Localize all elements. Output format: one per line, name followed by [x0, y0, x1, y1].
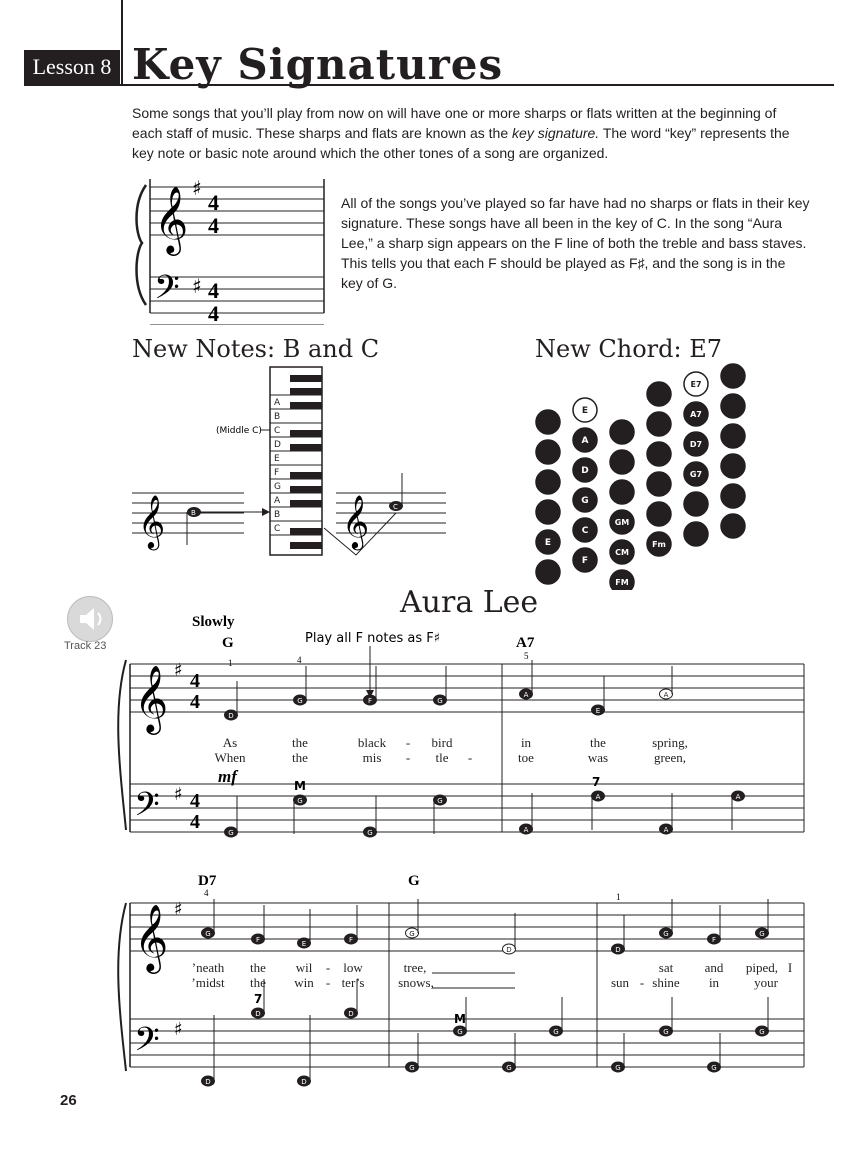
svg-text:mis: mis — [362, 750, 382, 765]
dynamic-marking: mf — [218, 767, 237, 786]
sharp-icon: ♯ — [192, 176, 202, 200]
new-chord-heading: New Chord: E7 — [535, 335, 722, 363]
accordion-button — [573, 518, 597, 542]
accordion-button — [536, 410, 560, 434]
svg-text:E: E — [595, 707, 601, 715]
svg-text:low: low — [343, 960, 363, 975]
svg-text:G: G — [367, 829, 373, 837]
note — [406, 899, 419, 938]
chord-symbol: G — [222, 635, 234, 651]
svg-text:E: E — [544, 538, 552, 548]
svg-text:G: G — [409, 930, 415, 938]
note — [294, 666, 307, 705]
svg-text:M: M — [454, 1012, 466, 1026]
accordion-button — [610, 510, 634, 534]
svg-text:win: win — [294, 975, 314, 990]
note — [756, 899, 769, 938]
lesson-badge — [24, 50, 120, 84]
svg-text:G: G — [437, 797, 443, 805]
accordion-button — [684, 402, 708, 426]
page-title: Key Signatures — [132, 40, 504, 89]
accordion-button — [721, 514, 745, 538]
svg-text:black: black — [357, 735, 387, 750]
bass-clef-icon: 𝄢 — [154, 269, 180, 314]
svg-text:𝄞: 𝄞 — [342, 496, 370, 547]
svg-text:G: G — [437, 697, 443, 705]
lesson-label: Lesson 8 — [32, 54, 112, 79]
accordion-button — [684, 522, 708, 546]
svg-text:4: 4 — [190, 790, 200, 812]
svg-text:G: G — [759, 930, 765, 938]
accordion-button — [610, 480, 634, 504]
accordion-button — [573, 548, 597, 572]
accordion-button — [573, 428, 597, 452]
accordion-button — [610, 540, 634, 564]
svg-text:4: 4 — [208, 301, 219, 325]
music-system-2 — [110, 865, 810, 1090]
svg-text:G: G — [711, 1064, 717, 1072]
svg-text:F: F — [581, 556, 589, 566]
svg-text:ter’s: ter’s — [341, 975, 365, 990]
accordion-button — [721, 394, 745, 418]
svg-text:-: - — [467, 750, 473, 765]
note — [252, 905, 265, 944]
svg-text:the: the — [590, 735, 606, 750]
svg-text:When: When — [214, 750, 246, 765]
intro-emphasis: key signature. — [512, 125, 600, 141]
svg-text:G: G — [297, 797, 303, 805]
note — [660, 997, 673, 1036]
svg-text:-: - — [639, 975, 645, 990]
key-label: G — [274, 482, 281, 492]
note — [225, 796, 238, 837]
svg-text:tle: tle — [435, 750, 449, 765]
note — [612, 915, 625, 954]
sharp-icon: ♯ — [192, 274, 202, 298]
svg-text:G: G — [615, 1064, 621, 1072]
svg-text:4: 4 — [190, 811, 200, 833]
svg-text:was: was — [587, 750, 609, 765]
svg-text:toe: toe — [518, 750, 534, 765]
accordion-button — [647, 442, 671, 466]
svg-text:shine: shine — [652, 975, 680, 990]
note — [592, 791, 605, 830]
svg-text:G: G — [581, 496, 589, 506]
intro-text-2: The word “key” represents the key note or basic note around which the other tones of a song are organized. — [132, 125, 790, 161]
svg-text:𝄢: 𝄢 — [134, 786, 160, 831]
svg-text:’midst: ’midst — [191, 975, 225, 990]
key-signature-illustration — [128, 165, 328, 325]
accordion-button — [610, 450, 634, 474]
svg-text:G: G — [205, 930, 211, 938]
svg-text:D: D — [506, 946, 512, 954]
svg-text:tree,: tree, — [403, 960, 427, 975]
note — [550, 997, 563, 1036]
accordion-button — [647, 472, 671, 496]
svg-text:𝄞: 𝄞 — [138, 496, 166, 547]
key-label: B — [274, 510, 281, 520]
svg-text:-: - — [405, 735, 411, 750]
accordion-button — [536, 440, 560, 464]
svg-text:G: G — [457, 1028, 463, 1036]
svg-text:green,: green, — [653, 750, 687, 765]
svg-text:4: 4 — [204, 888, 209, 898]
note — [660, 793, 673, 834]
accordion-button — [684, 372, 708, 396]
svg-text:piped,: piped, — [745, 960, 779, 975]
svg-text:-: - — [405, 750, 411, 765]
note — [298, 1015, 311, 1086]
svg-text:A: A — [523, 826, 529, 834]
svg-text:𝄞: 𝄞 — [134, 666, 169, 731]
accordion-button — [647, 532, 671, 556]
svg-text:Fm: Fm — [652, 540, 666, 549]
svg-text:FM: FM — [615, 578, 629, 587]
key-label: C — [274, 524, 281, 534]
key-of-g-explanation: All of the songs you’ve played so far have had no sharps or flats in their key signature. These songs have all been in the key of C. In the song “Aura Lee,” a sharp sign appears on the F line of both the treble and bass staves. This tells you that each F should be played as F♯, and the song is in the key of G. — [341, 195, 810, 291]
accordion-button — [573, 458, 597, 482]
svg-text:and: and — [704, 960, 724, 975]
svg-text:bird: bird — [431, 735, 453, 750]
note — [612, 1033, 625, 1072]
note — [520, 793, 533, 834]
svg-text:G: G — [759, 1028, 765, 1036]
accordion-button — [573, 398, 597, 422]
button-chart — [530, 360, 760, 590]
svg-text:1: 1 — [228, 658, 233, 668]
svg-text:GM: GM — [614, 518, 630, 527]
chord-symbol: D7 — [198, 873, 217, 889]
svg-text:D: D — [228, 712, 234, 720]
svg-text:♯: ♯ — [174, 1019, 183, 1040]
intro-paragraph — [132, 103, 792, 163]
key-label: A — [274, 398, 281, 408]
accordion-button — [721, 454, 745, 478]
note — [756, 997, 769, 1036]
svg-text:D7: D7 — [689, 440, 703, 449]
accordion-button — [684, 432, 708, 456]
track-label: Track 23 — [64, 640, 107, 652]
svg-text:F: F — [367, 697, 373, 705]
svg-text:As: As — [222, 735, 238, 750]
performance-note: Play all F notes as F♯ — [305, 631, 441, 646]
svg-text:A: A — [735, 793, 741, 801]
svg-text:G: G — [228, 829, 234, 837]
note — [294, 795, 307, 834]
svg-text:D: D — [581, 466, 589, 476]
accordion-button — [684, 492, 708, 516]
accordion-button — [647, 502, 671, 526]
svg-text:snows,: snows, — [398, 975, 434, 990]
note — [434, 666, 447, 705]
svg-text:-: - — [325, 975, 331, 990]
note — [202, 899, 215, 938]
svg-text:sun: sun — [610, 975, 630, 990]
note-b: B — [191, 509, 196, 517]
accordion-button — [573, 488, 597, 512]
svg-text:D: D — [301, 1078, 307, 1086]
svg-text:4: 4 — [190, 670, 200, 692]
svg-text:A: A — [663, 691, 669, 699]
svg-text:D: D — [615, 946, 621, 954]
svg-text:D: D — [205, 1078, 211, 1086]
svg-text:the: the — [292, 750, 308, 765]
svg-text:4: 4 — [208, 190, 219, 215]
svg-text:G: G — [663, 1028, 669, 1036]
header-divider-vertical — [121, 0, 123, 84]
accordion-button — [610, 570, 634, 590]
svg-text:E: E — [301, 940, 307, 948]
page-number: 26 — [60, 1092, 77, 1109]
note — [660, 899, 673, 938]
svg-text:A: A — [581, 436, 589, 446]
svg-text:-: - — [325, 960, 331, 975]
svg-text:E: E — [581, 406, 589, 416]
svg-text:G: G — [506, 1064, 512, 1072]
svg-text:G7: G7 — [689, 470, 703, 479]
accordion-button — [536, 530, 560, 554]
note — [708, 1033, 721, 1072]
song-title: Aura Lee — [400, 585, 539, 620]
svg-text:CM: CM — [615, 548, 629, 557]
svg-text:the: the — [292, 735, 308, 750]
audio-speaker-icon[interactable] — [67, 596, 113, 642]
accordion-button — [536, 560, 560, 584]
accordion-button — [721, 424, 745, 448]
note-c: C — [393, 503, 398, 511]
svg-text:F: F — [255, 936, 261, 944]
svg-text:the: the — [250, 960, 266, 975]
note — [434, 795, 447, 834]
chord-symbol: A7 — [516, 635, 535, 651]
svg-text:sat: sat — [658, 960, 674, 975]
svg-text:4: 4 — [190, 691, 200, 713]
treble-clef-icon: 𝄞 — [154, 187, 189, 252]
svg-text:in: in — [520, 735, 532, 750]
svg-text:𝄢: 𝄢 — [134, 1021, 160, 1066]
svg-text:C: C — [581, 526, 589, 536]
svg-text:A: A — [595, 793, 601, 801]
note — [202, 1015, 215, 1086]
note — [520, 660, 533, 699]
svg-text:4: 4 — [297, 655, 302, 665]
key-label: A — [274, 496, 281, 506]
middle-c-label: (Middle C) — [216, 426, 262, 436]
svg-text:D: D — [348, 1010, 354, 1018]
svg-text:in: in — [708, 975, 720, 990]
note — [732, 791, 745, 830]
tempo-marking: Slowly — [192, 614, 235, 630]
svg-text:D: D — [255, 1010, 261, 1018]
svg-text:G: G — [663, 930, 669, 938]
svg-text:4: 4 — [208, 213, 219, 238]
svg-text:𝄞: 𝄞 — [134, 905, 169, 970]
svg-text:wil: wil — [295, 960, 313, 975]
svg-text:the: the — [250, 975, 266, 990]
music-system-1 — [110, 610, 810, 845]
new-notes-heading: New Notes: B and C — [132, 335, 380, 363]
intro-text-1: Some songs that you’ll play from now on will have one or more sharps or flats written at the beginning of each staff of music. These sharps and flats are known as the — [132, 105, 777, 141]
svg-text:G: G — [297, 697, 303, 705]
note — [660, 666, 673, 699]
svg-text:’neath: ’neath — [191, 960, 225, 975]
accordion-button — [684, 462, 708, 486]
svg-text:F: F — [348, 936, 354, 944]
svg-text:7: 7 — [254, 992, 263, 1006]
key-label: D — [274, 440, 281, 450]
new-notes-diagram — [130, 365, 450, 565]
svg-text:E7: E7 — [690, 380, 702, 389]
accordion-button — [536, 470, 560, 494]
svg-text:1: 1 — [616, 892, 621, 902]
note — [708, 905, 721, 944]
svg-text:4: 4 — [208, 278, 219, 303]
note — [345, 905, 358, 944]
note — [364, 796, 377, 837]
note — [503, 1033, 516, 1072]
svg-text:A7: A7 — [690, 410, 702, 419]
accordion-button — [721, 364, 745, 388]
key-label: C — [274, 426, 281, 436]
svg-text:G: G — [553, 1028, 559, 1036]
accordion-button — [536, 500, 560, 524]
svg-text:A: A — [523, 691, 529, 699]
svg-text:your: your — [754, 975, 778, 990]
svg-text:G: G — [409, 1064, 415, 1072]
accordion-button — [647, 412, 671, 436]
key-label: B — [274, 412, 281, 422]
svg-text:I: I — [787, 960, 793, 975]
key-label: E — [274, 454, 280, 464]
svg-text:7: 7 — [592, 775, 601, 789]
accordion-button — [647, 382, 671, 406]
svg-text:A: A — [663, 826, 669, 834]
svg-text:♯: ♯ — [174, 784, 183, 805]
svg-text:F: F — [711, 936, 717, 944]
svg-text:M: M — [294, 779, 306, 793]
svg-text:♯: ♯ — [174, 660, 183, 681]
accordion-button — [721, 484, 745, 508]
note — [503, 913, 516, 954]
svg-text:spring,: spring, — [652, 735, 688, 750]
accordion-button — [610, 420, 634, 444]
note — [406, 1033, 419, 1072]
chord-symbol: G — [408, 873, 420, 889]
svg-text:5: 5 — [524, 651, 529, 661]
note — [592, 676, 605, 715]
svg-text:♯: ♯ — [174, 899, 183, 920]
key-label: F — [274, 468, 280, 478]
